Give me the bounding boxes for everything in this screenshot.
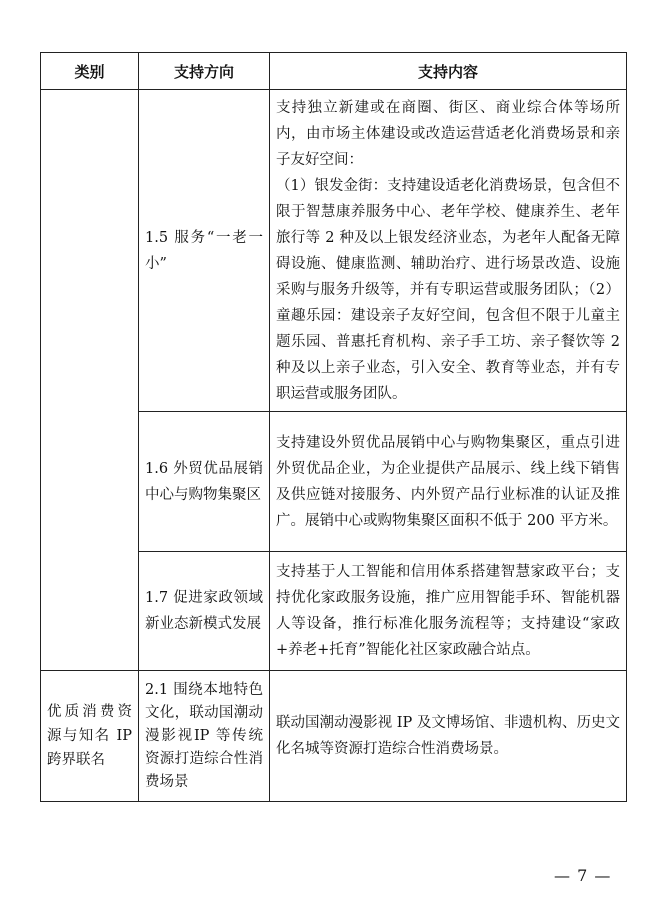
content-paragraph: 联动国潮动漫影视 IP 及文博场馆、非遗机构、历史文化名城等资源打造综合性消费场景。 — [276, 715, 620, 757]
header-category: 类别 — [41, 53, 139, 90]
category-cell — [41, 90, 139, 671]
direction-cell: 1.7 促进家政领域新业态新模式发展 — [139, 552, 270, 671]
direction-cell: 1.5 服务“一老一小” — [139, 90, 270, 412]
content-paragraph: （1）银发金街：支持建设适老化消费场景，包含但不限于智慧康养服务中心、老年学校、健康养生、老年旅行等 2 种及以上银发经济业态，为老年人配备无障碍设施、健康监测、辅助治疗、进行场景改造、设施采购与服务升级等，并有专职运营或服务团队；（2）童趣乐园：建设亲子友好空间，包含但不限于儿童主题乐园、普惠托育机构、亲子手工坊、亲子餐饮等 2 种及以上亲子业态，引入安全、教育等业态，并有专职运营或服务团队。 — [276, 177, 620, 402]
page-number: — 7 — — [554, 866, 612, 885]
direction-cell: 1.6 外贸优品展销中心与购物集聚区 — [139, 412, 270, 552]
content-paragraph: 支持基于人工智能和信用体系搭建智慧家政平台；支持优化家政服务设施，推广应用智能手环、智能机器人等设备，推行标准化服务流程等；支持建设“家政+养老+托育”智能化社区家政融合站点。 — [276, 564, 620, 658]
content-cell — [270, 671, 627, 802]
content-cell — [270, 412, 627, 552]
table-row — [41, 671, 627, 802]
direction-cell: 2.1 围绕本地特色文化，联动国潮动漫影视IP 等传统资源打造综合性消费场景 — [139, 671, 270, 802]
header-direction: 支持方向 — [139, 53, 270, 90]
table-row — [41, 90, 627, 412]
content-paragraph: 支持独立新建或在商圈、街区、商业综合体等场所内，由市场主体建设或改造运营适老化消费场景和亲子友好空间： — [276, 99, 620, 168]
policy-table — [40, 52, 627, 802]
content-cell — [270, 90, 627, 412]
header-content: 支持内容 — [270, 53, 627, 90]
category-cell: 优质消费资源与知名 IP 跨界联名 — [41, 671, 139, 802]
content-paragraph: 支持建设外贸优品展销中心与购物集聚区，重点引进外贸优品企业，为企业提供产品展示、线上线下销售及供应链对接服务、内外贸产品行业标准的认证及推广。展销中心或购物集聚区面积不低于 200 平方米。 — [276, 434, 620, 529]
table-header-row — [41, 53, 627, 90]
content-cell — [270, 552, 627, 671]
